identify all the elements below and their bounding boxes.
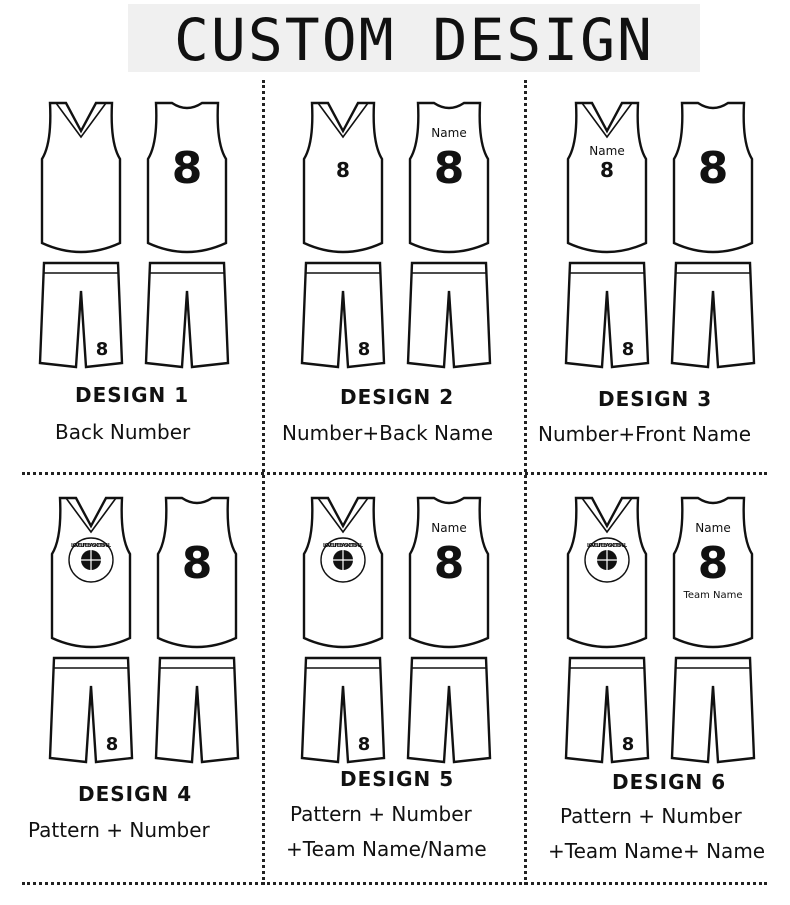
uniform-illustration — [40, 490, 270, 770]
design-label: DESIGN 3 — [598, 387, 713, 411]
back-shorts — [156, 658, 238, 762]
shorts-number: 8 — [621, 339, 635, 360]
design-label: DESIGN 1 — [75, 383, 190, 407]
shorts-number: 8 — [357, 339, 371, 360]
divider-horizontal-bottom — [22, 882, 767, 885]
design-cell-2[interactable] — [282, 95, 522, 465]
team-name: Team Name — [683, 590, 743, 601]
back-shorts — [408, 658, 490, 762]
uniform-illustration — [292, 95, 522, 375]
design-label: DESIGN 4 — [78, 782, 193, 806]
design-description-line2: +Team Name+ Name — [548, 839, 766, 863]
design-description: Pattern + Number — [560, 804, 742, 828]
title-banner — [128, 4, 700, 72]
design-description: Pattern + Number — [28, 818, 210, 842]
design-label: DESIGN 5 — [340, 767, 455, 791]
divider-horizontal-middle — [22, 472, 767, 475]
front-shorts — [50, 658, 132, 762]
design-label: DESIGN 2 — [340, 385, 455, 409]
back-name: Name — [431, 521, 467, 535]
back-name: Name — [431, 126, 467, 140]
front-shorts — [566, 263, 648, 367]
pattern-logo-text: LOVE LIFE BASKETBALL — [71, 543, 111, 549]
front-shorts — [302, 658, 384, 762]
pattern-logo — [69, 538, 113, 582]
pattern-logo — [585, 538, 629, 582]
back-number: 8 — [433, 143, 465, 194]
back-name: Name — [695, 521, 731, 535]
front-shorts — [566, 658, 648, 762]
design-cell-4[interactable] — [28, 490, 260, 870]
pattern-logo-text: LOVE LIFE BASKETBALL — [323, 543, 363, 549]
pattern-logo — [321, 538, 365, 582]
shorts-number: 8 — [95, 339, 109, 360]
divider-vertical-2 — [524, 80, 527, 885]
back-number: 8 — [697, 143, 729, 194]
front-number: 8 — [336, 158, 350, 182]
shorts-number: 8 — [357, 734, 371, 755]
front-jersey — [42, 103, 120, 252]
design-cell-3[interactable] — [538, 95, 786, 465]
design-description: Back Number — [55, 420, 191, 444]
back-shorts — [672, 263, 754, 367]
pattern-logo-text: LOVE LIFE BASKETBALL — [587, 543, 627, 549]
design-description-line2: +Team Name/Name — [286, 837, 487, 861]
shorts-number: 8 — [105, 734, 119, 755]
uniform-illustration — [556, 95, 786, 375]
back-shorts — [146, 263, 228, 367]
back-number: 8 — [171, 143, 203, 194]
back-number: 8 — [181, 538, 213, 589]
front-name: Name — [589, 144, 625, 158]
design-cell-1[interactable] — [30, 95, 260, 465]
back-number: 8 — [433, 538, 465, 589]
back-number: 8 — [697, 538, 729, 589]
front-shorts — [302, 263, 384, 367]
front-shorts — [40, 263, 122, 367]
uniform-illustration — [556, 490, 786, 770]
back-shorts — [672, 658, 754, 762]
shorts-number: 8 — [621, 734, 635, 755]
front-number: 8 — [600, 158, 614, 182]
design-description: Number+Front Name — [538, 422, 752, 446]
design-description: Pattern + Number — [290, 802, 472, 826]
design-description: Number+Back Name — [282, 421, 494, 445]
design-cell-5[interactable] — [286, 490, 522, 870]
page-title: CUSTOM DESIGN — [174, 6, 654, 74]
uniform-illustration — [30, 95, 260, 375]
design-label: DESIGN 6 — [612, 770, 727, 794]
design-cell-6[interactable] — [548, 490, 786, 870]
uniform-illustration — [292, 490, 522, 770]
back-shorts — [408, 263, 490, 367]
